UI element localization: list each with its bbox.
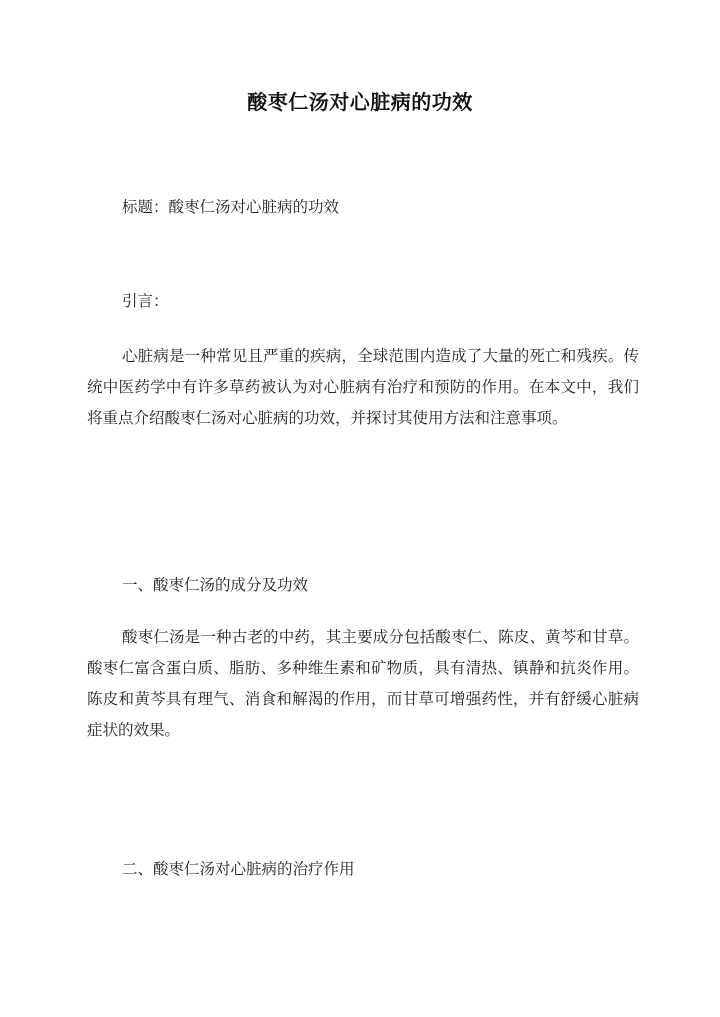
document-title: 酸枣仁汤对心脏病的功效: [247, 90, 473, 114]
intro-heading: 引言：: [122, 292, 169, 310]
intro-paragraph: 心脏病是一种常见且严重的疾病，全球范围内造成了大量的死亡和残疾。传统中医药学中有许多草药被认为对心脏病有治疗和预防的作用。在本文中，我们将重点介绍酸枣仁汤对心脏病的功效，并探讨其使用方法和注意事项。: [87, 347, 639, 427]
subject-line: 标题：酸枣仁汤对心脏病的功效: [122, 198, 340, 216]
section-1-heading: 一、酸枣仁汤的成分及功效: [122, 576, 309, 594]
section-1-paragraph: 酸枣仁汤是一种古老的中药，其主要成分包括酸枣仁、陈皮、黄芩和甘草。酸枣仁富含蛋白质、脂肪、多种维生素和矿物质，具有清热、镇静和抗炎作用。陈皮和黄芩具有理气、消食和解渴的作用，而甘草可增强药性，并有舒缓心脏病症状的效果。: [87, 628, 639, 739]
section-2-heading: 二、酸枣仁汤对心脏病的治疗作用: [122, 860, 355, 878]
